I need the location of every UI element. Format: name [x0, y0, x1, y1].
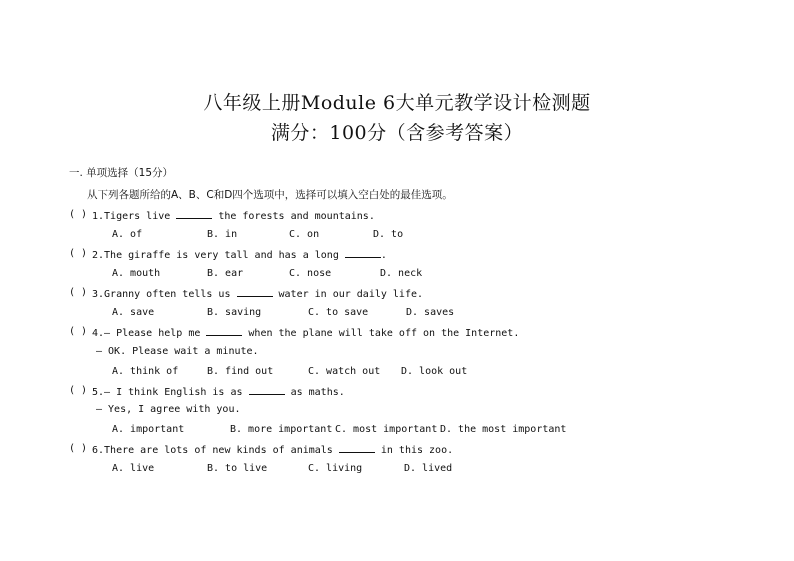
- option: B. find out: [207, 366, 274, 377]
- answer-paren: ( ): [69, 443, 88, 454]
- page-title: 八年级上册Module 6大单元教学设计检测题: [203, 92, 591, 114]
- option: B. to live: [207, 463, 268, 474]
- option: A. mouth: [112, 268, 161, 279]
- answer-blank: [206, 326, 242, 336]
- option: C. most important: [335, 424, 438, 435]
- stem-text: 6.There are lots of new kinds of animals: [92, 445, 339, 456]
- option: C. living: [308, 463, 363, 474]
- stem-text: 2.The giraffe is very tall and has a long: [92, 250, 345, 261]
- option: B. saving: [207, 307, 262, 318]
- stem-text: 4.— Please help me: [92, 328, 207, 339]
- option: D. lived: [404, 463, 453, 474]
- option: A. save: [112, 307, 155, 318]
- answer-paren: ( ): [69, 326, 88, 337]
- question-stem: [92, 443, 453, 456]
- answer-blank: [345, 248, 381, 258]
- question-stem: [92, 385, 345, 398]
- option: C. on: [289, 229, 320, 240]
- stem-text: .: [380, 250, 387, 261]
- section-instruction: 从下列各题所给的A、B、C和D四个选项中，选择可以填入空白处的最佳选项。: [87, 189, 453, 201]
- option: D. to: [373, 229, 404, 240]
- option: A. think of: [112, 366, 179, 377]
- option: A. live: [112, 463, 155, 474]
- stem-text: as maths.: [284, 387, 345, 398]
- option: B. more important: [230, 424, 333, 435]
- dialogue-reply: — OK. Please wait a minute.: [96, 346, 259, 357]
- question-stem: [92, 248, 387, 261]
- option: A. of: [112, 229, 143, 240]
- option: D. look out: [401, 366, 468, 377]
- option: C. to save: [308, 307, 369, 318]
- stem-text: water in our daily life.: [272, 289, 424, 300]
- dialogue-reply: — Yes, I agree with you.: [96, 404, 241, 415]
- question-stem: [92, 326, 519, 339]
- option: D. neck: [380, 268, 423, 279]
- option: C. watch out: [308, 366, 381, 377]
- stem-text: when the plane will take off on the Internet.: [242, 328, 520, 339]
- stem-text: 5.— I think English is as: [92, 387, 249, 398]
- section-title: 一. 单项选择（15分）: [69, 167, 174, 179]
- answer-paren: ( ): [69, 248, 88, 259]
- page-subtitle: 满分：100分（含参考答案）: [270, 122, 524, 144]
- question-stem: [92, 209, 375, 222]
- answer-paren: ( ): [69, 385, 88, 396]
- stem-text: 1.Tigers live: [92, 211, 177, 222]
- question-stem: [92, 287, 423, 300]
- answer-paren: ( ): [69, 209, 88, 220]
- option: B. in: [207, 229, 238, 240]
- stem-text: in this zoo.: [374, 445, 454, 456]
- option: A. important: [112, 424, 185, 435]
- answer-blank: [249, 385, 285, 395]
- answer-blank: [176, 209, 212, 219]
- option: D. the most important: [440, 424, 567, 435]
- stem-text: 3.Granny often tells us: [92, 289, 237, 300]
- answer-blank: [339, 443, 375, 453]
- option: D. saves: [406, 307, 455, 318]
- answer-blank: [237, 287, 273, 297]
- answer-paren: ( ): [69, 287, 88, 298]
- option: C. nose: [289, 268, 332, 279]
- stem-text: the forests and mountains.: [212, 211, 375, 222]
- option: B. ear: [207, 268, 244, 279]
